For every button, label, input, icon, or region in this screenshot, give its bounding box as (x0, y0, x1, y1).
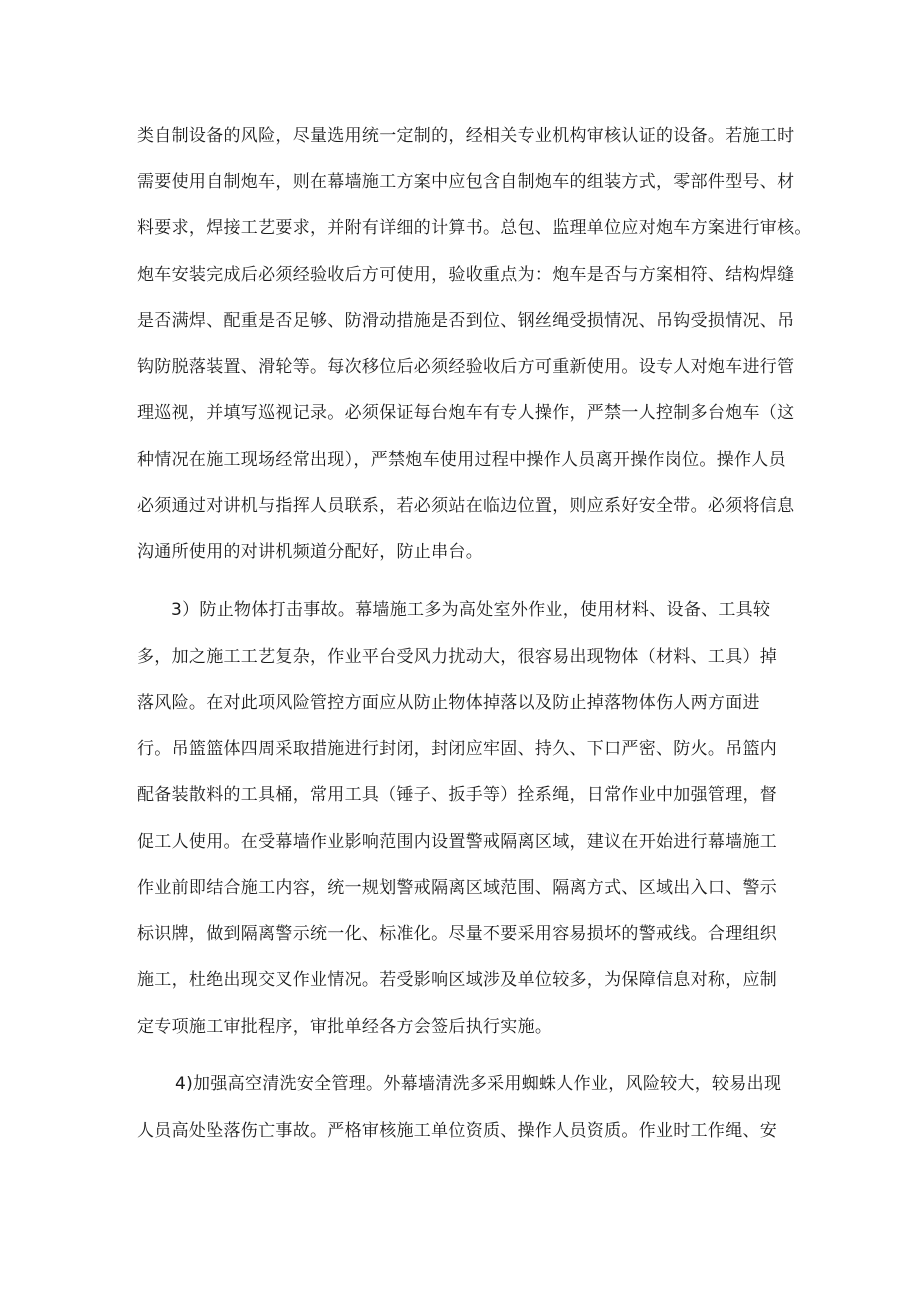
paragraph-2-line-7: 作业前即结合施工内容，统一规划警戒隔离区域范围、隔离方式、区域出入口、警示 (137, 878, 778, 898)
paragraph-1-line-4: 炮车安装完成后必须经验收后方可使用，验收重点为：炮车是否与方案相符、结构焊缝 (137, 265, 795, 285)
paragraph-2-line-6: 促工人使用。在受幕墙作业影响范围内设置警戒隔离区域，建议在开始进行幕墙施工 (137, 832, 778, 852)
paragraph-2-line-5: 配备装散料的工具桶，常用工具（锤子、扳手等）拴系绳，日常作业中加强管理，督 (137, 785, 778, 805)
paragraph-2-line-1: 3）防止物体打击事故。幕墙施工多为高处室外作业，使用材料、设备、工具较 (171, 600, 771, 620)
paragraph-3-line-1: 4)加强高空清洗安全管理。外幕墙清洗多采用蜘蛛人作业，风险较大，较易出现 (175, 1074, 782, 1094)
paragraph-1-line-3: 料要求，焊接工艺要求，并附有详细的计算书。总包、监理单位应对炮车方案进行审核。 (137, 218, 812, 238)
paragraph-1-line-6: 钩防脱落装置、滑轮等。每次移位后必须经验收后方可重新使用。设专人对炮车进行管 (137, 357, 795, 377)
paragraph-1-line-10: 沟通所使用的对讲机频道分配好，防止串台。 (137, 542, 483, 562)
paragraph-1-line-8: 种情况在施工现场经常出现），严禁炮车使用过程中操作人员离开操作岗位。操作人员 (137, 450, 786, 470)
paragraph-1-line-9: 必须通过对讲机与指挥人员联系，若必须站在临边位置，则应系好安全带。必须将信息 (137, 496, 795, 516)
paragraph-1-line-7: 理巡视，并填写巡视记录。必须保证每台炮车有专人操作，严禁一人控制多台炮车（这 (137, 403, 795, 423)
paragraph-1-line-5: 是否满焊、配重是否足够、防滑动措施是否到位、钢丝绳受损情况、吊钩受损情况、吊 (137, 311, 795, 331)
paragraph-1-line-1: 类自制设备的风险，尽量选用统一定制的，经相关专业机构审核认证的设备。若施工时 (137, 126, 795, 146)
paragraph-2-line-9: 施工，杜绝出现交叉作业情况。若受影响区域涉及单位较多，为保障信息对称，应制 (137, 970, 778, 990)
paragraph-3-line-2: 人员高处坠落伤亡事故。严格审核施工单位资质、操作人员资质。作业时工作绳、安 (137, 1121, 778, 1141)
paragraph-2-line-4: 行。吊篮篮体四周采取措施进行封闭，封闭应牢固、持久、下口严密、防火。吊篮内 (137, 739, 778, 759)
paragraph-1-line-2: 需要使用自制炮车，则在幕墙施工方案中应包含自制炮车的组装方式，零部件型号、材 (137, 172, 795, 192)
paragraph-2-line-8: 标识牌，做到隔离警示统一化、标准化。尽量不要采用容易损坏的警戒线。合理组织 (137, 924, 778, 944)
paragraph-2-line-3: 落风险。在对此项风险管控方面应从防止物体掉落以及防止掉落物体伤人两方面进 (137, 693, 760, 713)
paragraph-2-line-2: 多，加之施工工艺复杂，作业平台受风力扰动大，很容易出现物体（材料、工具）掉 (137, 647, 778, 667)
paragraph-2-line-10: 定专项施工审批程序，审批单经各方会签后执行实施。 (137, 1017, 553, 1037)
